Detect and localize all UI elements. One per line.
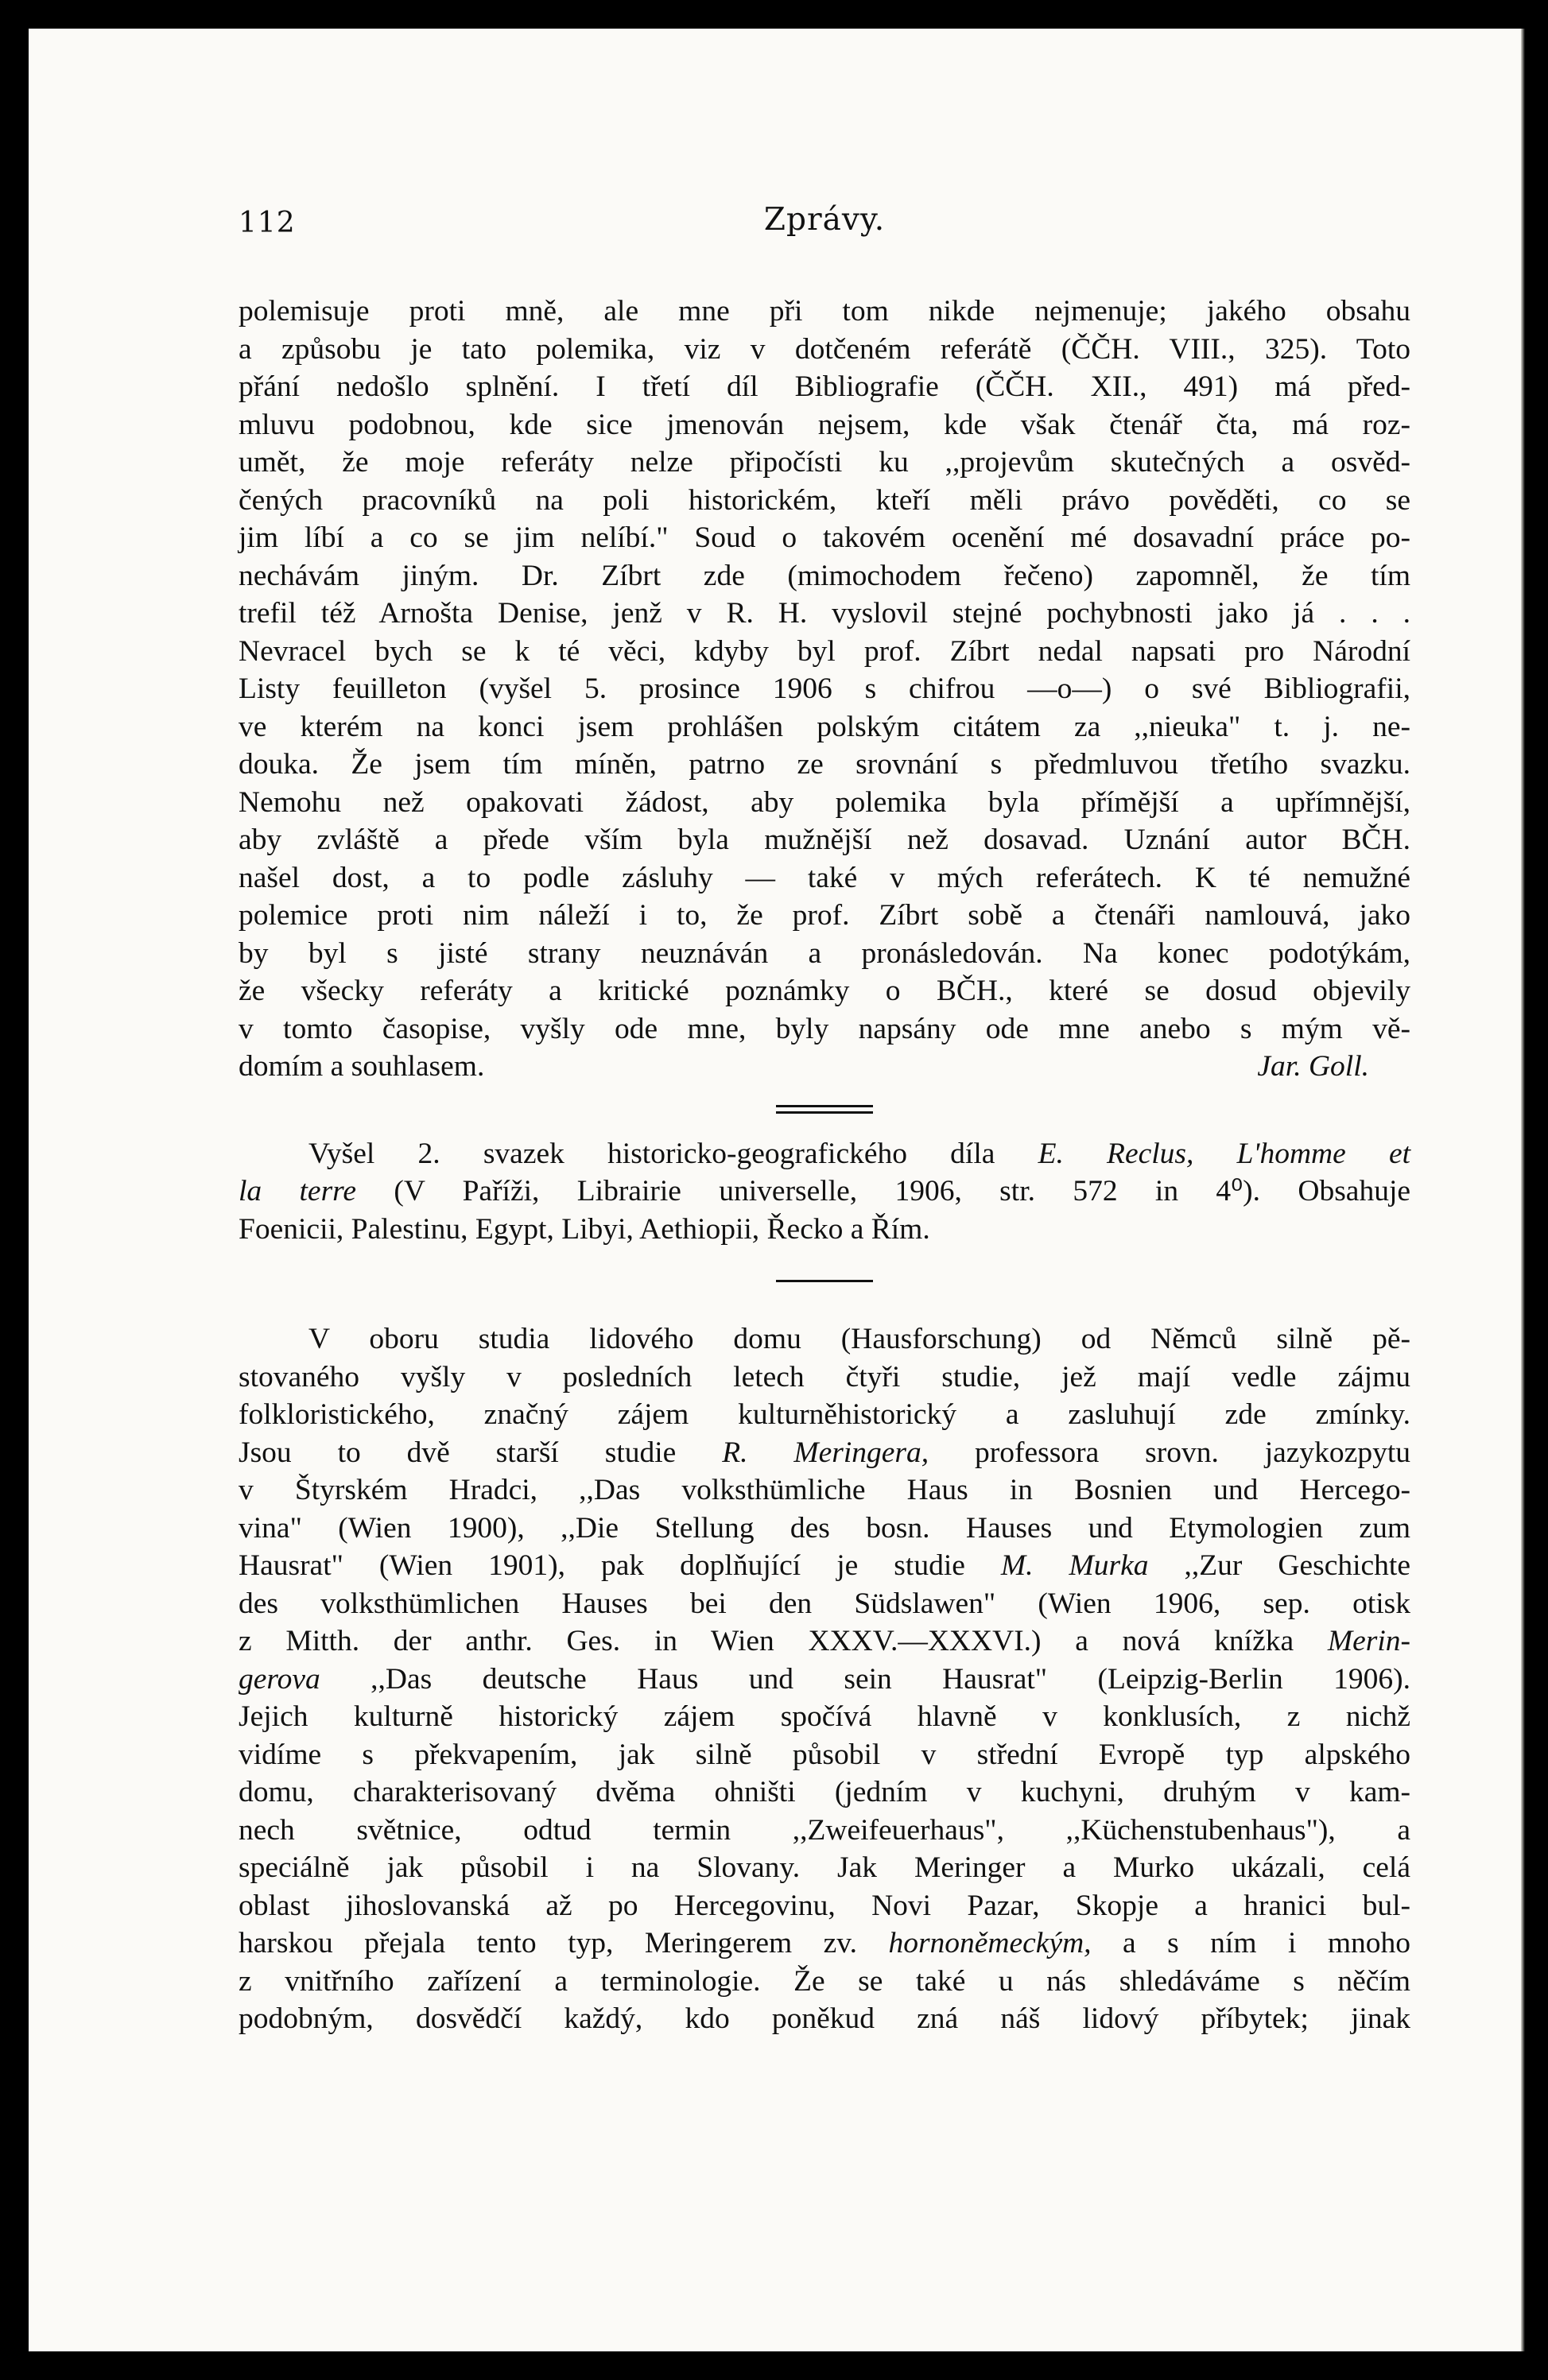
text-line: domu, charakterisovaný dvěma ohništi (jedním v kuchyni, druhým v kam- bbox=[239, 1776, 1410, 1808]
section-reclus-notice bbox=[239, 1135, 1410, 1249]
text-line: našel dost, a to podle zásluhy — také v mých referátech. K té nemužné bbox=[239, 861, 1410, 894]
text-line bbox=[239, 1173, 1410, 1211]
text-run: harskou přejala tento typ, Meringerem zv. bbox=[239, 1927, 889, 1959]
text-run: a s ním i mnoho bbox=[1091, 1927, 1410, 1959]
text-line: V oboru studia lidového domu (Hausforschung) od Němců silně pě- bbox=[308, 1323, 1410, 1355]
text-line: stovaného vyšly v posledních letech čtyři studie, jež mají vedle zájmu bbox=[239, 1360, 1410, 1394]
page-body bbox=[239, 293, 1410, 2038]
author-signature: Jar. Goll. bbox=[1257, 1050, 1369, 1083]
single-rule-divider bbox=[776, 1280, 873, 1282]
text-line: Jejich kulturně historický zájem spočívá hlavně v konklusích, z nichž bbox=[239, 1700, 1410, 1733]
text-line: umět, že moje referáty nelze připočísti ku ,,projevům skutečných a osvěd- bbox=[239, 446, 1410, 479]
text-line: Foenicii, Palestinu, Egypt, Libyi, Aethiopii, Řecko a Řím. bbox=[239, 1212, 930, 1246]
text-line: Nemohu než opakovati žádost, aby polemika byla přímější a upřímnější, bbox=[239, 785, 1410, 819]
text-line: douka. Že jsem tím míněn, patrno ze srovnání s předmluvou třetího svazku. bbox=[239, 748, 1410, 781]
text-line bbox=[239, 1925, 1410, 1963]
text-run: Vyšel 2. svazek historicko-geografického díla bbox=[308, 1137, 1038, 1170]
text-line bbox=[239, 1661, 1410, 1699]
text-line: a způsobu je tato polemika, viz v dotčeném referátě (ČČH. VIII., 325). Toto bbox=[239, 332, 1410, 366]
text-line: oblast jihoslovanská až po Hercegovinu, Novi Pazar, Skopje a hranici bul- bbox=[239, 1889, 1410, 1922]
text-line: domím a souhlasem. bbox=[239, 1050, 485, 1083]
text-run: professora srovn. jazykozpytu bbox=[929, 1436, 1410, 1469]
text-line: podobným, dosvědčí každý, kdo poněkud zná náš lidový příbytek; jinak bbox=[239, 2002, 1410, 2035]
page-header bbox=[239, 202, 1410, 250]
double-rule-divider bbox=[776, 1105, 873, 1114]
page-number: 112 bbox=[239, 207, 296, 239]
author-italic: R. Meringera, bbox=[722, 1436, 929, 1469]
author-italic: M. Murka bbox=[1000, 1549, 1149, 1582]
text-line: Listy feuilleton (vyšel 5. prosince 1906 s chifrou —o—) o své Bibliografii, bbox=[239, 673, 1410, 705]
text-line: v tomto časopise, vyšly ode mne, byly napsány ode mne anebo s mým vě- bbox=[239, 1012, 1410, 1045]
text-line: jim líbí a co se jim nelíbí." Soud o takovém ocenění mé dosavadní práce po- bbox=[239, 521, 1410, 554]
text-line bbox=[239, 1434, 1410, 1472]
text-run: Hausrat" (Wien 1901), pak doplňující je studie bbox=[239, 1549, 1001, 1582]
text-line: ve kterém na konci jsem prohlášen polským citátem za ,,nieuka" t. j. ne- bbox=[239, 710, 1410, 743]
text-line: aby zvláště a přede vším byla mužnější než dosavad. Uznání autor BČH. bbox=[239, 824, 1410, 856]
text-run: z Mitth. der anthr. Ges. in Wien XXXV.—XXXVI.) a nová knížka bbox=[239, 1625, 1328, 1657]
text-line: nech světnice, odtud termin ,,Zweifeuerhaus", ,,Küchenstubenhaus"), a bbox=[239, 1813, 1410, 1847]
text-line: Nevracel bych se k té věci, kdyby byl prof. Zíbrt nedal napsati pro Národní bbox=[239, 634, 1410, 668]
text-line: speciálně jak působil i na Slovany. Jak Meringer a Murko ukázali, celá bbox=[239, 1851, 1410, 1884]
text-line: nechávám jiným. Dr. Zíbrt zde (mimochodem řečeno) zapomněl, že tím bbox=[239, 559, 1410, 592]
text-line: folkloristického, značný zájem kulturněhistorický a zasluhují zde zmínky. bbox=[239, 1398, 1410, 1431]
text-run: ,,Zur Geschichte bbox=[1148, 1549, 1410, 1582]
author-italic: gerova bbox=[239, 1662, 320, 1696]
text-line bbox=[239, 1547, 1410, 1585]
text-line: polemisuje proti mně, ale mne při tom nikde nejmenuje; jakého obsahu bbox=[239, 295, 1410, 328]
text-line: čených pracovníků na poli historickém, kteří měli právo pověděti, co se bbox=[239, 483, 1410, 517]
term-italic: hornoněmeckým, bbox=[888, 1927, 1092, 1959]
text-line: trefil též Arnošta Denise, jenž v R. H. vyslovil stejné pochybnosti jako já . . . bbox=[239, 597, 1410, 630]
text-line: z vnitřního zařízení a terminologie. Že se také u nás shledáváme s něčím bbox=[239, 1964, 1410, 1998]
text-line bbox=[239, 1135, 1410, 1173]
section-hausforschung bbox=[239, 1320, 1410, 2038]
text-line: polemice proti nim náleží i to, že prof. Zíbrt sobě a čtenáři namlouvá, jako bbox=[239, 899, 1410, 932]
text-line bbox=[239, 1622, 1410, 1661]
text-line: přání nedošlo splnění. I třetí díl Bibliografie (ČČH. XII., 491) má před- bbox=[239, 370, 1410, 403]
text-line: vina" (Wien 1900), ,,Die Stellung des bosn. Hauses und Etymologien zum bbox=[239, 1511, 1410, 1545]
text-run: (V Paříži, Librairie universelle, 1906, str. 572 in 4⁰). Obsahuje bbox=[356, 1175, 1411, 1207]
section-goll-reply bbox=[239, 293, 1410, 1086]
text-run: ,,Das deutsche Haus und sein Hausrat" (Leipzig-Berlin 1906). bbox=[320, 1662, 1410, 1696]
text-run: Jsou to dvě starší studie bbox=[239, 1436, 723, 1469]
text-line: des volksthümlichen Hauses bei den Südslawen" (Wien 1906, sep. otisk bbox=[239, 1587, 1410, 1620]
text-line: mluvu podobnou, kde sice jmenován nejsem, kde však čtenář čta, má roz- bbox=[239, 408, 1410, 441]
text-line: by byl s jisté strany neuznáván a pronásledován. Na konec podotýkám, bbox=[239, 936, 1410, 970]
text-line: vidíme s překvapením, jak silně působil v střední Evropě typ alpského bbox=[239, 1738, 1410, 1771]
text-line: že všecky referáty a kritické poznámky o BČH., které se dosud objevily bbox=[239, 975, 1410, 1007]
text-line: v Štyrském Hradci, ,,Das volksthümliche Haus in Bosnien und Hercego- bbox=[239, 1474, 1410, 1506]
author-italic: E. Reclus, L'homme et bbox=[1038, 1137, 1411, 1170]
page-edge bbox=[1521, 29, 1525, 2351]
closing-line bbox=[239, 1048, 1410, 1086]
running-head: Zprávy. bbox=[763, 202, 886, 238]
author-italic: Merin- bbox=[1327, 1625, 1410, 1657]
title-italic: la terre bbox=[239, 1175, 357, 1207]
